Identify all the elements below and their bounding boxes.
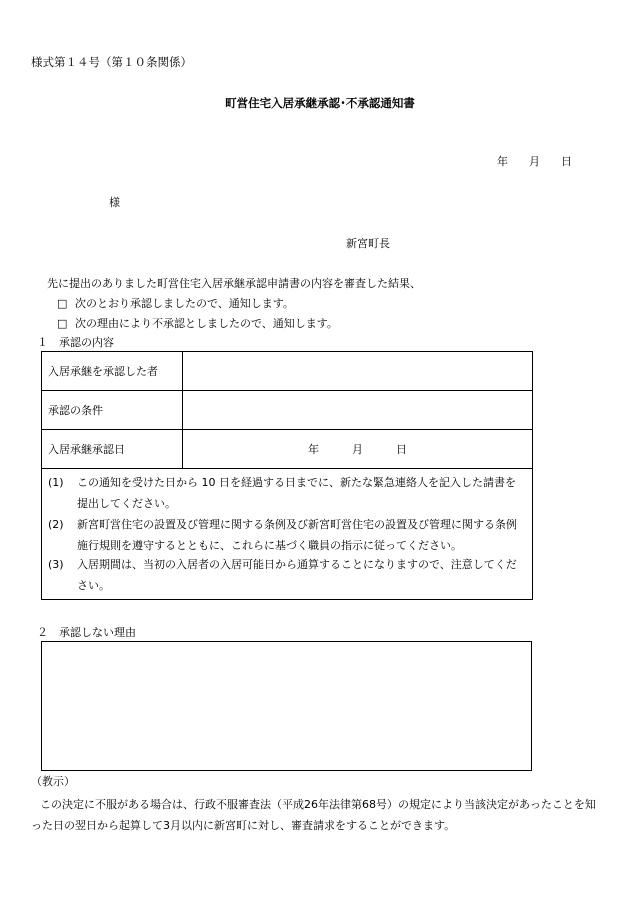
instruction-text: この決定に不服がある場合は、行政不服審査法（平成26年法律第68号）の規定により当該決定があったことを知った日の翌日から起算して3月以内に新宮町に対し、審査請求をすることができます。: [31, 798, 596, 832]
option-approved: [57, 295, 294, 311]
note-text: この通知を受けた日から 10 日を経過する日までに、新たな緊急連絡人を記入した請書を提出してください。: [77, 476, 516, 510]
note-text: 入居期間は、当初の入居者の入居可能日から通算することになりますので、注意してください。: [77, 558, 517, 592]
approval-date-value[interactable]: 年 月 日: [183, 430, 533, 469]
section2-heading: ２ 承認しない理由: [37, 626, 136, 639]
intro-text: 先に提出のありました町営住宅入居承継承認申請書の内容を審査した結果、: [47, 277, 421, 290]
section1-heading: １ 承認の内容: [37, 336, 114, 349]
table-row: [42, 352, 533, 391]
document-title: 町営住宅入居承継承認･不承認通知書: [225, 96, 415, 110]
date-line: [497, 153, 572, 169]
note-number: (3): [48, 558, 64, 571]
row-label: 入居承継承認日: [42, 430, 183, 469]
row-label: 承認の条件: [42, 391, 183, 430]
checkbox-icon[interactable]: □: [57, 317, 68, 330]
row-label: 入居承継を承認した者: [42, 352, 183, 391]
approval-table: [41, 351, 533, 469]
addressee-suffix: 様: [109, 196, 120, 209]
instruction-heading: （教示）: [31, 775, 75, 788]
checkbox-icon[interactable]: □: [57, 297, 68, 310]
row-value[interactable]: [183, 352, 533, 391]
issuer: 新宮町長: [346, 237, 390, 250]
note-number: (2): [48, 518, 64, 531]
option-rejected-label: 次の理由により不承認としましたので、通知します。: [75, 317, 338, 330]
rejection-reason-box[interactable]: [41, 641, 532, 771]
date-month: 月: [529, 155, 540, 168]
note-text: 新宮町営住宅の設置及び管理に関する条例及び新宮町営住宅の設置及び管理に関する条例施行規則を遵守するとともに、これらに基づく職員の指示に従ってください。: [77, 518, 517, 552]
row-value[interactable]: [183, 391, 533, 430]
table-row: [42, 391, 533, 430]
option-rejected: [57, 315, 338, 331]
table-row: [42, 430, 533, 469]
form-number: 様式第１４号（第１０条関係）: [31, 55, 192, 69]
notes-box: [41, 469, 533, 600]
option-approved-label: 次のとおり承認しましたので、通知します。: [75, 297, 294, 310]
note-number: (1): [48, 476, 64, 489]
date-year: 年: [497, 155, 508, 168]
date-day: 日: [561, 155, 572, 168]
